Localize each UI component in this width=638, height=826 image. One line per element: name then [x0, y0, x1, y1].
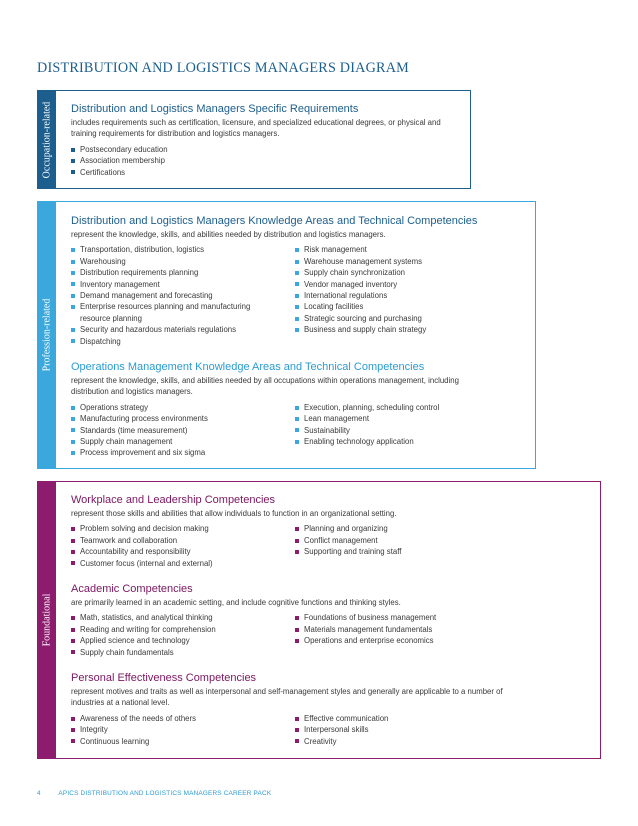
occupation-band: [37, 90, 471, 189]
page-title: DISTRIBUTION AND LOGISTICS MANAGERS DIAGRAM: [37, 60, 409, 76]
list-item: Distribution requirements planning: [71, 267, 295, 278]
list-item: Reading and writing for comprehension: [71, 624, 295, 635]
bullet-list-left: [71, 144, 295, 178]
academic-section: [71, 582, 592, 658]
list-item: Lean management: [295, 413, 495, 424]
section-title: Distribution and Logistics Managers Specific Requirements: [71, 103, 359, 115]
personal-effectiveness-section: [71, 671, 592, 747]
foundational-label: Foundational: [41, 593, 53, 647]
section-description: represent the knowledge, skills, and abilities needed by distribution and logistics managers.: [71, 230, 386, 239]
ops-knowledge-section: [71, 360, 527, 459]
list-item: Warehouse management systems: [295, 256, 495, 267]
profession-label: Profession-related: [41, 298, 53, 372]
list-item: Continuous learning: [71, 736, 295, 747]
list-item: Supply chain management: [71, 436, 295, 447]
occupation-label: Occupation-related: [41, 101, 53, 178]
section-title: Academic Competencies: [71, 583, 193, 595]
bullet-list-right: [295, 402, 495, 459]
bullet-list-left: [71, 612, 295, 658]
foundational-band: [37, 481, 601, 759]
workplace-leadership-section: [71, 493, 592, 569]
list-item: Accountability and responsibility: [71, 546, 295, 557]
bullet-list-right: [295, 612, 495, 658]
section-description: are primarily learned in an academic setting, and include cognitive functions and thinking styles.: [71, 598, 401, 607]
bullet-columns: [71, 144, 462, 178]
list-item: International regulations: [295, 290, 495, 301]
list-item: Planning and organizing: [295, 523, 495, 534]
section-description: represent those skills and abilities that allow individuals to function in an organizational setting.: [71, 509, 397, 518]
list-item: Customer focus (internal and external): [71, 558, 295, 569]
page-number: 4: [37, 790, 41, 797]
list-item: Business and supply chain strategy: [295, 324, 495, 335]
bullet-list-right: [295, 244, 495, 347]
bullet-columns: [71, 402, 527, 459]
bullet-list-left: [71, 244, 295, 347]
list-item: Materials management fundamentals: [295, 624, 495, 635]
list-item: Process improvement and six sigma: [71, 447, 295, 458]
bullet-list-right: [295, 523, 495, 569]
list-item: Association membership: [71, 155, 295, 166]
list-item: Standards (time measurement): [71, 425, 295, 436]
list-item: Postsecondary education: [71, 144, 295, 155]
bullet-list-left: [71, 523, 295, 569]
bullet-list-right: [295, 713, 495, 747]
bullet-columns: [71, 523, 592, 569]
list-item: Manufacturing process environments: [71, 413, 295, 424]
section-description: represent the knowledge, skills, and abilities needed by all occupations within operations management, including distribution and logistics managers.: [71, 376, 459, 397]
profession-band: [37, 201, 536, 469]
page-footer: [37, 790, 271, 797]
list-item: Conflict management: [295, 535, 495, 546]
list-item: Risk management: [295, 244, 495, 255]
section-description: includes requirements such as certification, licensure, and specialized educational degrees, or physical and training requirements for distribution and logistics managers.: [71, 118, 441, 139]
list-item: Warehousing: [71, 256, 295, 267]
list-item: Enterprise resources planning and manufacturing resource planning: [71, 301, 251, 324]
list-item: Problem solving and decision making: [71, 523, 295, 534]
section-description: represent motives and traits as well as interpersonal and self-management styles and generally are applicable to a number of industries at a national level.: [71, 687, 503, 708]
bullet-columns: [71, 713, 592, 747]
list-item: Operations and enterprise economics: [295, 635, 495, 646]
list-item: Effective communication: [295, 713, 495, 724]
list-item: Operations strategy: [71, 402, 295, 413]
bullet-columns: [71, 244, 527, 347]
list-item: Math, statistics, and analytical thinking: [71, 612, 295, 623]
list-item: Dispatching: [71, 336, 295, 347]
list-item: Creativity: [295, 736, 495, 747]
section-title: Workplace and Leadership Competencies: [71, 494, 276, 506]
dlm-knowledge-section: [71, 214, 527, 347]
list-item: Inventory management: [71, 279, 295, 290]
footer-text: APICS DISTRIBUTION AND LOGISTICS MANAGERS CAREER PACK: [58, 790, 272, 797]
list-item: Strategic sourcing and purchasing: [295, 313, 495, 324]
list-item: Security and hazardous materials regulations: [71, 324, 295, 335]
list-item: Supporting and training staff: [295, 546, 495, 557]
bullet-list-left: [71, 713, 295, 747]
list-item: Supply chain fundamentals: [71, 647, 295, 658]
bullet-columns: [71, 612, 592, 658]
profession-tab: [38, 202, 56, 468]
section-title: Distribution and Logistics Managers Knowledge Areas and Technical Competencies: [71, 215, 478, 227]
list-item: Supply chain synchronization: [295, 267, 495, 278]
section-title: Operations Management Knowledge Areas and Technical Competencies: [71, 361, 425, 373]
section-title: Personal Effectiveness Competencies: [71, 672, 257, 684]
list-item: Interpersonal skills: [295, 724, 495, 735]
list-item: Integrity: [71, 724, 295, 735]
list-item: Certifications: [71, 167, 295, 178]
foundational-tab: [38, 482, 56, 758]
occupation-tab: [38, 91, 56, 188]
list-item: Foundations of business management: [295, 612, 495, 623]
list-item: Demand management and forecasting: [71, 290, 295, 301]
list-item: Applied science and technology: [71, 635, 295, 646]
list-item: Enabling technology application: [295, 436, 495, 447]
list-item: Vendor managed inventory: [295, 279, 495, 290]
list-item: Sustainability: [295, 425, 495, 436]
specific-requirements-section: [71, 102, 462, 178]
list-item: Teamwork and collaboration: [71, 535, 295, 546]
list-item: Transportation, distribution, logistics: [71, 244, 295, 255]
list-item: Locating facilities: [295, 301, 495, 312]
list-item: Awareness of the needs of others: [71, 713, 295, 724]
list-item: Execution, planning, scheduling control: [295, 402, 495, 413]
bullet-list-left: [71, 402, 295, 459]
